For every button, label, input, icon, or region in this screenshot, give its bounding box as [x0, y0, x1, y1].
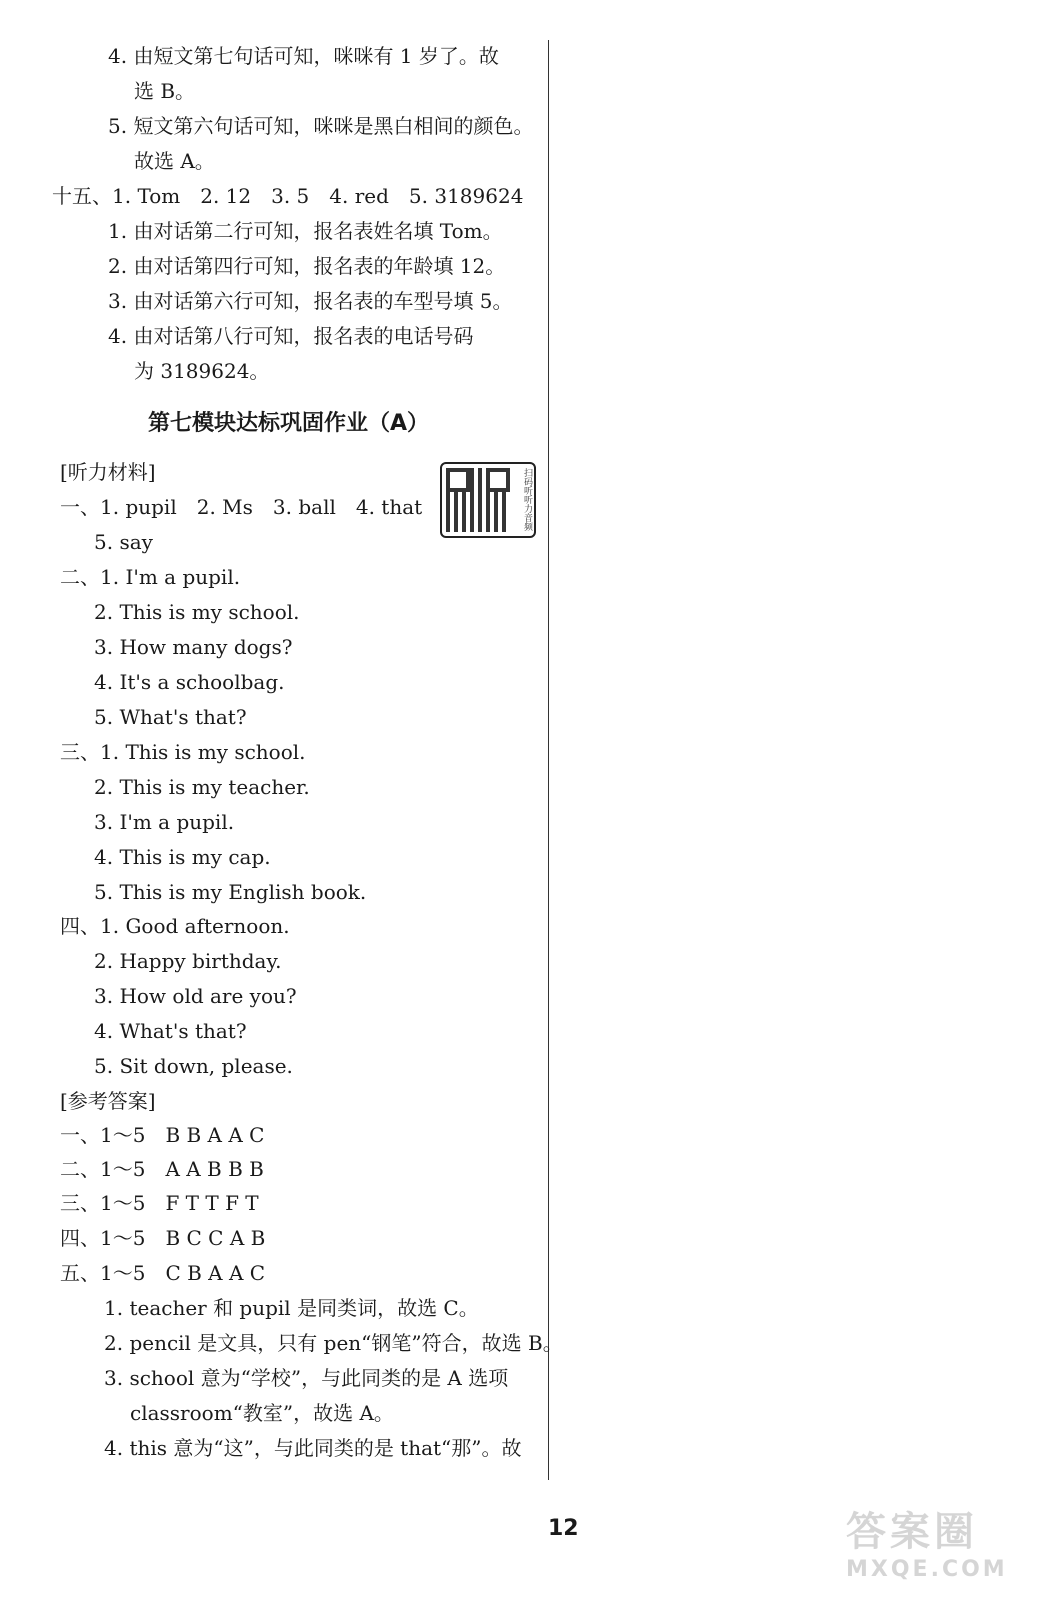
left-line: 5. This is my English book. [94, 880, 367, 904]
left-line: 一、1～5 B B A A C [60, 1123, 265, 1147]
left-line: 二、1. I'm a pupil. [60, 565, 241, 589]
page-number: 12 [548, 1516, 579, 1541]
left-line: 2. pencil 是文具，只有 pen“钢笔”符合，故选 B。 [104, 1331, 563, 1355]
left-line: [听力材料] [60, 460, 156, 484]
qr-code[interactable] [440, 462, 536, 538]
column-divider [548, 40, 549, 1480]
left-line: 十五、1. Tom 2. 12 3. 5 4. red 5. 3189624 [52, 184, 524, 208]
left-line: 4. 由对话第八行可知，报名表的电话号码 [108, 324, 474, 348]
left-line: 3. 由对话第六行可知，报名表的车型号填 5。 [108, 289, 513, 313]
left-line: 4. this 意为“这”，与此同类的是 that“那”。故 [104, 1436, 522, 1460]
qr-pattern-icon [446, 468, 510, 532]
left-line: 4. It's a schoolbag. [94, 670, 285, 694]
left-line: 5. say [94, 530, 153, 554]
left-line: 二、1～5 A A B B B [60, 1157, 264, 1181]
left-line: 2. Happy birthday. [94, 949, 282, 973]
left-line: 四、1～5 B C C A B [60, 1226, 266, 1250]
left-line: 四、1. Good afternoon. [60, 914, 290, 938]
left-line: 2. This is my school. [94, 600, 300, 624]
left-line: 为 3189624。 [134, 359, 270, 383]
left-line: 3. school 意为“学校”，与此同类的是 A 选项 [104, 1366, 509, 1390]
left-line: 2. 由对话第四行可知，报名表的年龄填 12。 [108, 254, 506, 278]
left-line: 4. This is my cap. [94, 845, 271, 869]
watermark-logo [846, 1500, 1026, 1590]
qr-caption: 扫码听听力音频 [522, 468, 532, 531]
left-line: 4. What's that? [94, 1019, 247, 1043]
watermark-main: 答案圈 [846, 1509, 978, 1555]
section-heading: 第七模块达标巩固作业（A） [148, 411, 430, 436]
left-line: 5. Sit down, please. [94, 1054, 293, 1078]
left-line: 5. What's that? [94, 705, 247, 729]
left-line: classroom“教室”，故选 A。 [130, 1401, 394, 1425]
left-line: 3. I'm a pupil. [94, 810, 235, 834]
watermark-sub: MXQE.COM [846, 1557, 1008, 1582]
left-line: 五、1～5 C B A A C [60, 1261, 266, 1285]
left-line: 1. 由对话第二行可知，报名表姓名填 Tom。 [108, 219, 503, 243]
left-line: 故选 A。 [134, 149, 215, 173]
left-line: 4. 由短文第七句话可知，咪咪有 1 岁了。故 [108, 44, 499, 68]
left-line: 三、1～5 F T T F T [60, 1191, 259, 1215]
left-line: [参考答案] [60, 1089, 156, 1113]
left-line: 三、1. This is my school. [60, 740, 306, 764]
left-line: 3. How many dogs? [94, 635, 293, 659]
left-line: 2. This is my teacher. [94, 775, 310, 799]
left-line: 选 B。 [134, 79, 196, 103]
left-line: 3. How old are you? [94, 984, 297, 1008]
left-line: 一、1. pupil 2. Ms 3. ball 4. that [60, 495, 423, 519]
left-line: 5. 短文第六句话可知，咪咪是黑白相间的颜色。 [108, 114, 534, 138]
left-line: 1. teacher 和 pupil 是同类词，故选 C。 [104, 1296, 479, 1320]
